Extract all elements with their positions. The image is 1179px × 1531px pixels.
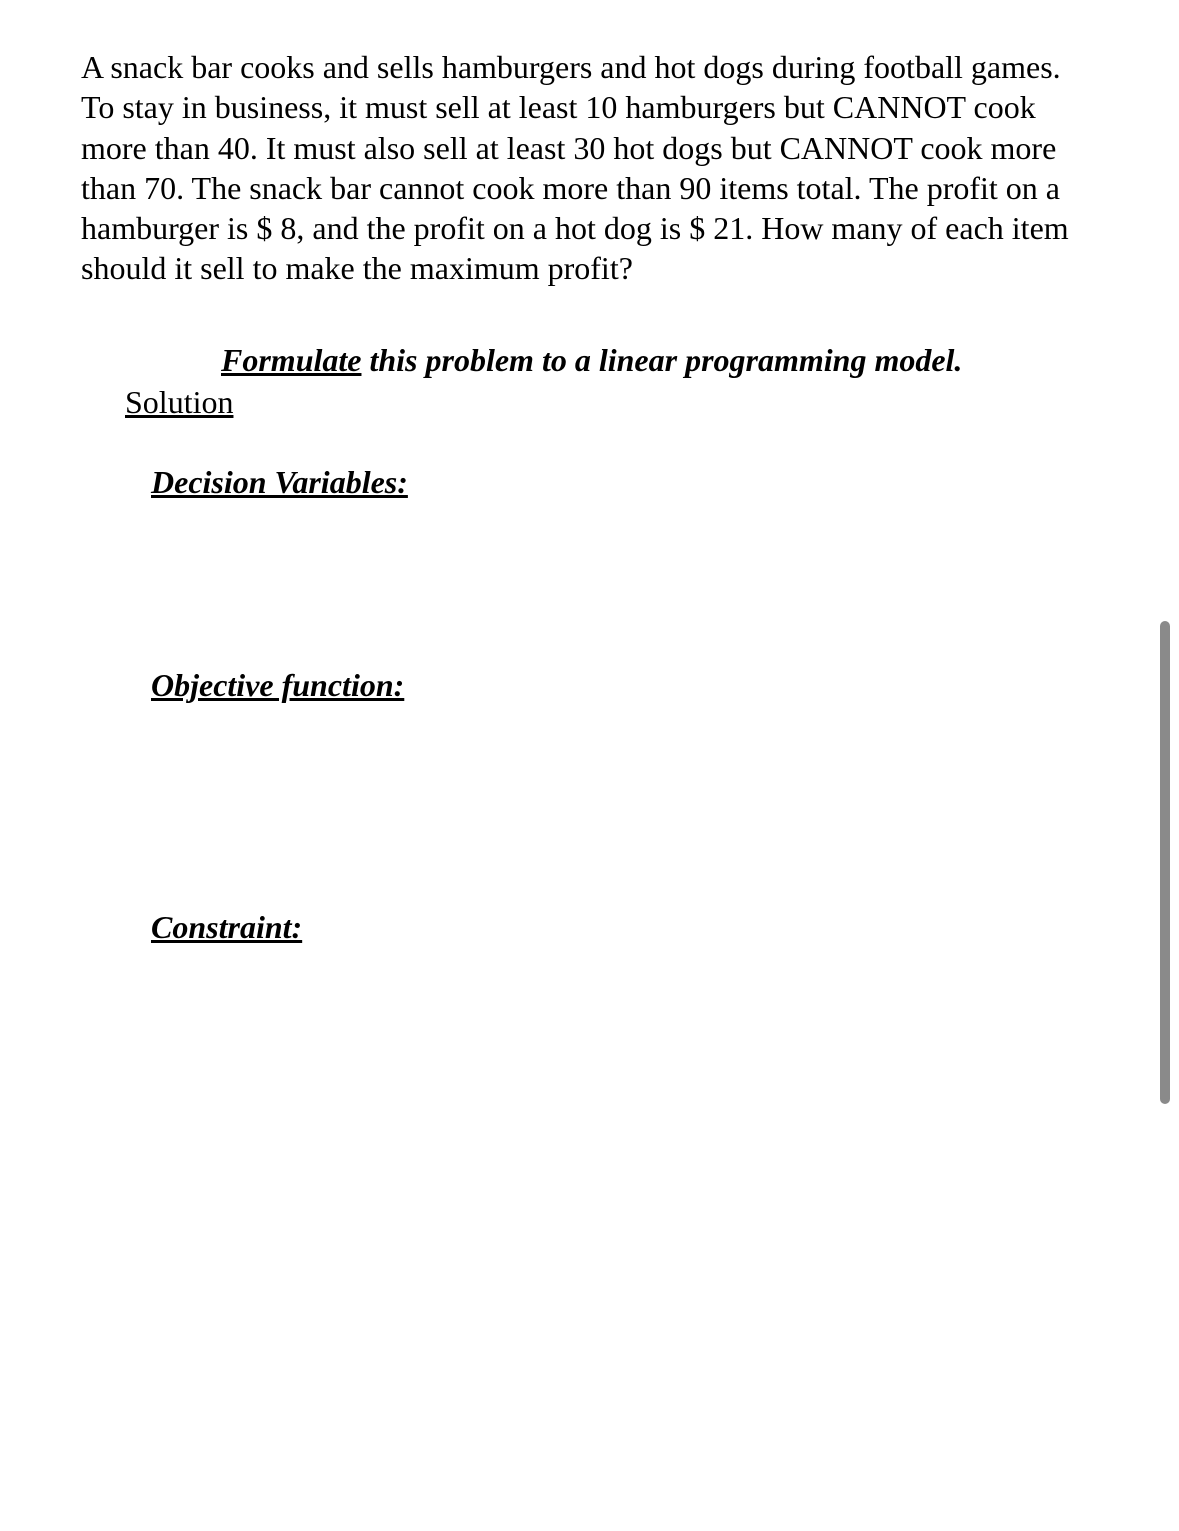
constraint-heading: Constraint: [151,909,303,945]
objective-function-heading: Objective function: [151,667,405,703]
decision-variables-heading: Decision Variables: [151,464,408,500]
instruction-rest: this problem to a linear programming model. [361,342,963,378]
instruction-line [221,340,962,380]
vertical-scrollbar[interactable] [1160,621,1170,1104]
solution-label: Solution [125,384,234,420]
problem-statement: A snack bar cooks and sells hamburgers and hot dogs during football games. To stay in business, it must sell at least 10 hamburgers but CANNOT cook more than 40. It must also sell at least 30 hot dogs but CANNOT cook more than 70. The snack bar cannot cook more than 90 items total. The profit on a hamburger is $ 8, and the profit on a hot dog is $ 21. How many of each item should it sell to make the maximum profit? [81,49,1069,287]
instruction-emphasis: Formulate [221,342,362,378]
